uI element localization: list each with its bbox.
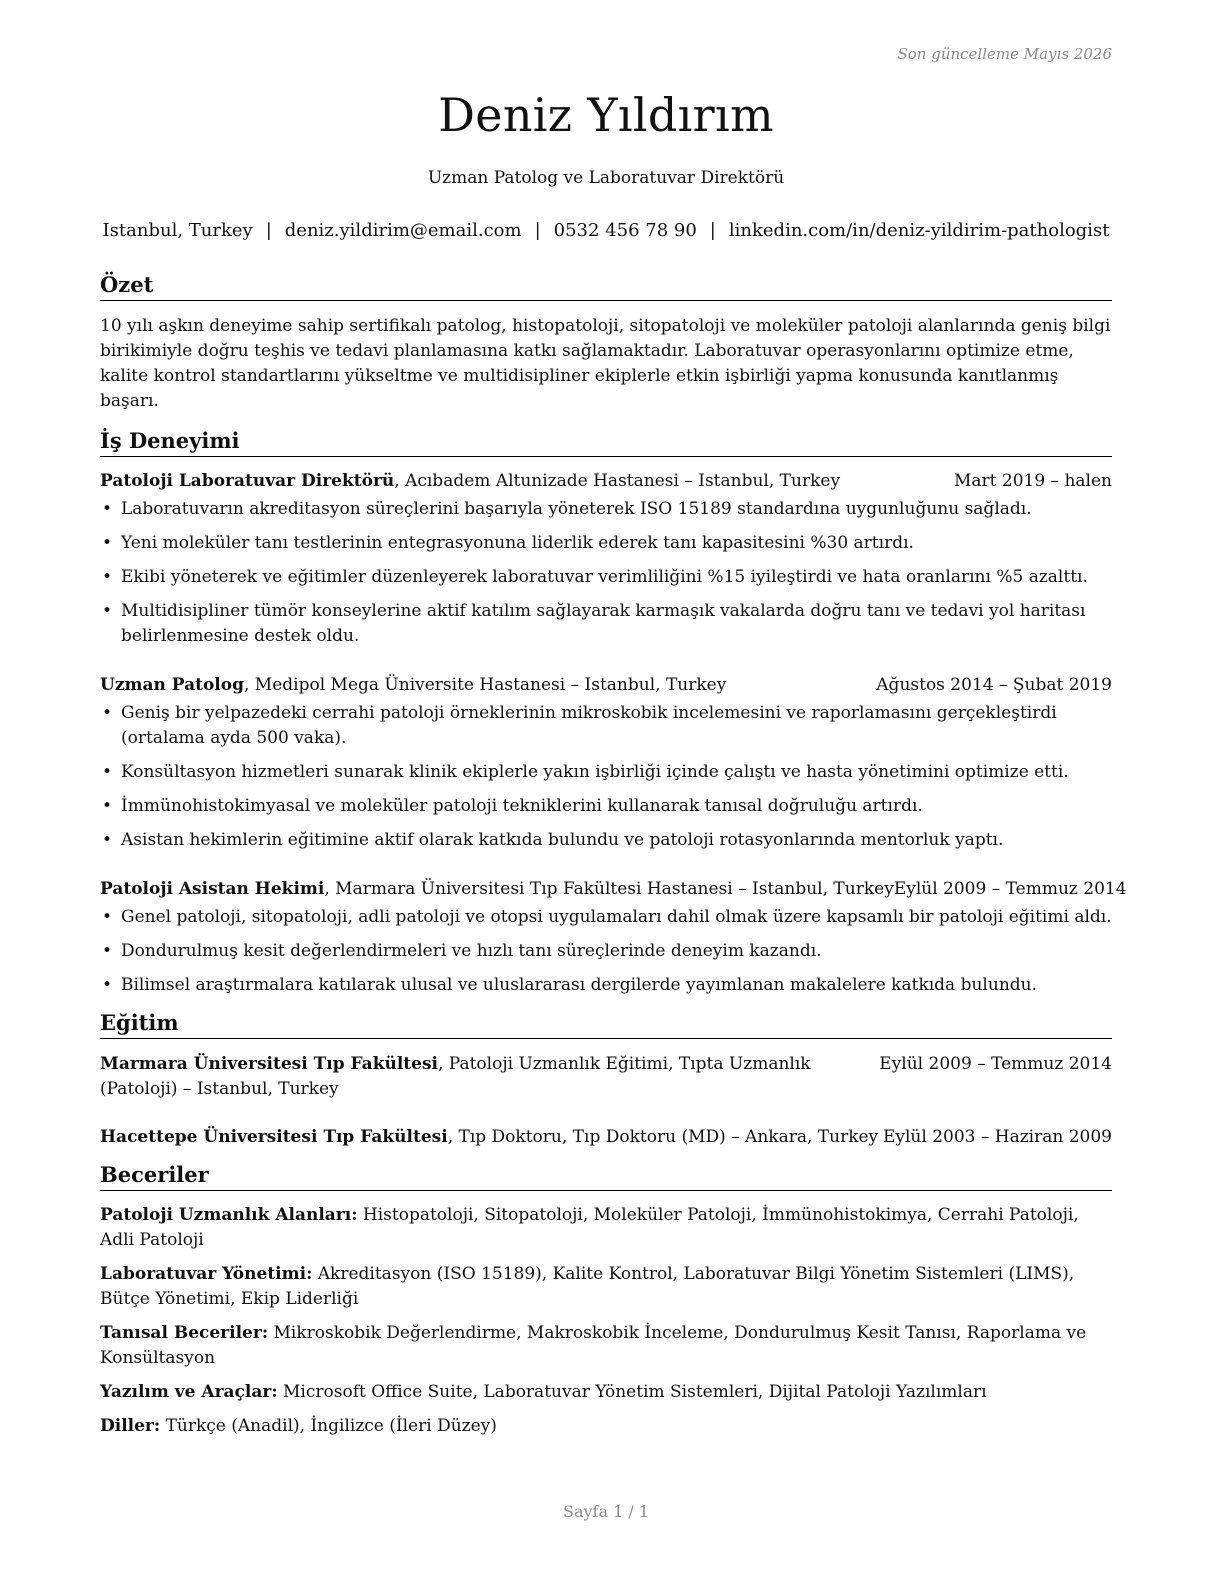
skill-row [100,1380,1112,1405]
contact-email[interactable]: deniz.yildirim@email.com [284,220,522,241]
skill-label: Tanısal Beceriler: [100,1323,269,1343]
education-detail: , Patoloji Uzmanlık Eğitimi, Tıpta Uzmanlık (Patoloji) – Istanbul, Turkey [100,1054,811,1099]
skill-label: Yazılım ve Araçlar: [100,1382,278,1402]
job-bullet: • Multidisipliner tümör konseylerine aktif katılım sağlayarak karmaşık vakalarda doğru tanı ve tedavi yol haritası belirlenmesine destek oldu. [100,599,1112,649]
skill-value: Akreditasyon (ISO 15189), Kalite Kontrol, Laboratuvar Bilgi Yönetim Sistemleri (LIMS), Bütçe Yönetimi, Ekip Liderliği [100,1264,1075,1309]
job-bullet: • Ekibi yöneterek ve eğitimler düzenleyerek laboratuvar verimliliğini %15 iyileştirdi ve hata oranlarını %5 azalttı. [100,565,1112,590]
skill-row [100,1414,1112,1439]
job-role: Patoloji Asistan Hekimi [100,879,325,899]
job-bullets [100,701,1112,853]
job-dates: Eylül 2009 – Temmuz 2014 [893,879,1127,899]
education-entry [100,1052,1112,1102]
job-title: Uzman Patolog ve Laboratuvar Direktörü [427,168,785,188]
job-entry [100,469,1112,649]
job-bullets [100,497,1112,649]
resume-content [100,271,1127,1439]
education-detail: , Tıp Doktoru, Tıp Doktoru (MD) – Ankara, Turkey [447,1127,879,1147]
education-entry [100,1125,1112,1150]
contact-phone[interactable]: 0532 456 78 90 [553,220,697,241]
job-entry [100,877,1127,998]
education-school: Marmara Üniversitesi Tıp Fakültesi [100,1054,438,1074]
skill-value: Histopatoloji, Sitopatoloji, Moleküler Patoloji, İmmünohistokimya, Cerrahi Patoloji, Adli Patoloji [100,1205,1079,1250]
education-dates: Eylül 2009 – Temmuz 2014 [879,1054,1112,1074]
job-dates: Ağustos 2014 – Şubat 2019 [876,675,1112,695]
job-dates: Mart 2019 – halen [953,471,1112,491]
skills-section [100,1161,1112,1439]
summary-heading: Özet [100,271,1112,301]
job-bullet: • Genel patoloji, sitopatoloji, adli patoloji ve otopsi uygulamaları dahil olmak üzere kapsamlı bir patoloji eğitimi aldı. [100,905,1112,930]
skill-row [100,1262,1112,1312]
job-bullets [100,905,1112,998]
job-organization: , Marmara Üniversitesi Tıp Fakültesi Hastanesi – Istanbul, Turkey [324,879,894,899]
contact-separator: | [534,220,541,241]
job-role: Patoloji Laboratuvar Direktörü [100,471,395,491]
job-bullet: • Dondurulmuş kesit değerlendirmeleri ve hızlı tanı süreçlerinde deneyim kazandı. [100,939,1112,964]
job-header [100,877,1127,901]
job-bullet: • İmmünohistokimyasal ve moleküler patoloji tekniklerini kullanarak tanısal doğruluğu artırdı. [100,794,1112,819]
job-bullet: • Asistan hekimlerin eğitimine aktif olarak katkıda bulundu ve patoloji rotasyonlarında mentorluk yaptı. [100,828,1112,853]
job-bullet: • Konsültasyon hizmetleri sunarak klinik ekiplerle yakın işbirliği içinde çalıştı ve hasta yönetimini optimize etti. [100,760,1112,785]
education-heading: Eğitim [100,1009,1112,1039]
experience-heading: İş Deneyimi [100,427,1112,457]
contact-linkedin[interactable]: linkedin.com/in/deniz-yildirim-pathologist [728,220,1110,241]
job-header [100,673,1112,697]
skill-label: Patoloji Uzmanlık Alanları: [100,1205,358,1225]
education-school: Hacettepe Üniversitesi Tıp Fakültesi [100,1127,448,1147]
last-updated: Son güncelleme Mayıs 2026 [897,45,1112,63]
page-number: Sayfa 1 / 1 [562,1502,649,1521]
job-organization: , Acıbadem Altunizade Hastanesi – Istanbul, Turkey [394,471,841,491]
skill-label: Diller: [100,1416,161,1436]
contact-separator: | [709,220,716,241]
contact-separator: | [265,220,272,241]
skill-value: Türkçe (Anadil), İngilizce (İleri Düzey) [160,1416,497,1436]
skill-value: Mikroskobik Değerlendirme, Makroskobik İnceleme, Dondurulmuş Kesit Tanısı, Raporlama ve Konsültasyon [100,1323,1087,1368]
job-bullet: • Bilimsel araştırmalara katılarak ulusal ve uluslararası dergilerde yayımlanan makalelere katkıda bulundu. [100,973,1112,998]
job-bullet: • Laboratuvarın akreditasyon süreçlerini başarıyla yöneterek ISO 15189 standardına uygunluğunu sağladı. [100,497,1112,522]
job-bullet: • Geniş bir yelpazedeki cerrahi patoloji örneklerinin mikroskobik incelemesini ve raporlamasını gerçekleştirdi (ortalama ayda 500 vaka). [100,701,1112,751]
skill-row [100,1321,1112,1371]
contact-location: Istanbul, Turkey [102,220,253,241]
skill-label: Laboratuvar Yönetimi: [100,1264,313,1284]
job-role: Uzman Patolog [100,675,244,695]
contact-line [88,220,1124,241]
resume-page [100,0,1127,1584]
skill-value: Microsoft Office Suite, Laboratuvar Yönetim Sistemleri, Dijital Patoloji Yazılımları [277,1382,987,1402]
skill-row [100,1203,1112,1253]
education-section [100,1009,1112,1150]
job-header [100,469,1112,493]
person-name: Deniz Yıldırım [438,88,774,142]
education-dates: Eylül 2003 – Haziran 2009 [882,1127,1112,1147]
job-organization: , Medipol Mega Üniversite Hastanesi – Istanbul, Turkey [243,675,727,695]
skills-heading: Beceriler [100,1161,1112,1191]
job-entry [100,673,1112,853]
summary-text: 10 yılı aşkın deneyime sahip sertifikalı patolog, histopatoloji, sitopatoloji ve moleküler patoloji alanlarında geniş bilgi birikimiyle doğru teşhis ve tedavi planlamasına katkı sağlamaktadır. Laboratuvar operasyonlarını optimize etme, kalite kontrol standartlarını yükseltme ve multidisipliner ekiplerle etkin işbirliği yapma konusunda kanıtlanmış başarı. [100,316,1111,411]
job-bullet: • Yeni moleküler tanı testlerinin entegrasyonuna liderlik ederek tanı kapasitesini %30 artırdı. [100,531,1112,556]
